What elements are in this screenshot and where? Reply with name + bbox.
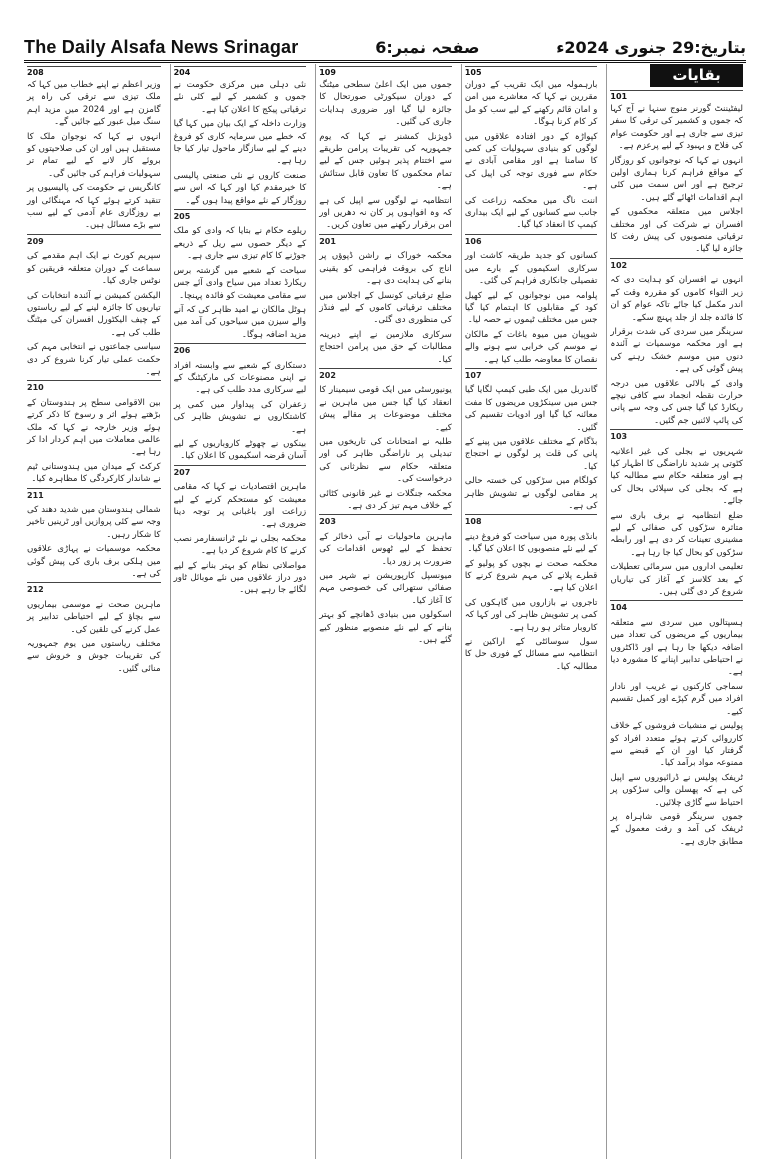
paragraph: سماجی کارکنوں نے غریب اور نادار افراد میں گرم کپڑے اور کمبل تقسیم کیے۔ — [610, 681, 743, 717]
story-number: 208 — [27, 66, 161, 77]
story-number: 201 — [319, 234, 452, 248]
paragraph: کپواڑہ کے دور افتادہ علاقوں میں لوگوں کو بنیادی سہولیات کی کمی کا سامنا ہے اور مقامی آبادی نے حکام سے فوری توجہ کی اپیل کی ہے۔ — [464, 131, 598, 192]
column-text — [319, 79, 452, 646]
paragraph: جموں میں ایک اعلیٰ سطحی میٹنگ کے دوران سیکورٹی صورتحال کا جائزہ لیا گیا اور ضروری ہدایات جاری کی گئیں۔ — [319, 80, 452, 128]
story-number: 107 — [465, 368, 598, 382]
story-number: 103 — [610, 429, 743, 443]
paragraph: طلبہ نے امتحانات کی تاریخوں میں تبدیلی پر ناراضگی ظاہر کی اور متعلقہ حکام سے نظرثانی کی درخواست کی۔ — [319, 436, 452, 485]
column-text — [27, 79, 161, 675]
paragraph: سول سوسائٹی کے اراکین نے انتظامیہ سے مسائل کے فوری حل کا مطالبہ کیا۔ — [464, 637, 598, 672]
masthead — [24, 34, 746, 63]
paragraph: بڈگام کے مختلف علاقوں میں پینے کے پانی کی قلت پر لوگوں نے احتجاج کیا۔ — [464, 436, 598, 472]
paragraph: مواصلاتی نظام کو بہتر بنانے کے لیے دور دراز علاقوں میں نئے موبائل ٹاور لگائے جا رہے ہیں۔ — [173, 560, 307, 596]
story-number: 109 — [319, 66, 452, 77]
paragraph: کانگریس نے حکومت کی پالیسیوں پر تنقید کرتے ہوئے کہا کہ مہنگائی اور بے روزگاری عام آدمی کے لیے سب سے بڑے مسائل ہیں۔ — [27, 183, 161, 231]
story-number: 101 — [610, 90, 743, 101]
paragraph: کسانوں کو جدید طریقہ کاشت اور سرکاری اسکیموں کے بارے میں تفصیلی جانکاری فراہم کی گئی۔ — [464, 251, 598, 287]
story-number: 204 — [174, 66, 307, 77]
paragraph: انہوں نے افسران کو ہدایت دی کہ زیر التواء کاموں کو مقررہ وقت کے اندر مکمل کیا جائے تاکہ عوام کو ان کا فائدہ جلد از جلد پہنچ سکے۔ — [610, 275, 743, 323]
paragraph: بارہمولہ میں ایک تقریب کے دوران مقررین نے کہا کہ معاشرے میں امن و امان قائم رکھنے کے لیے سب کو مل کر کام کرنا ہوگا۔ — [464, 80, 598, 128]
paragraph: تاجروں نے بازاروں میں گاہکوں کی کمی پر تشویش ظاہر کی اور کہا کہ کاروبار متاثر ہو رہا ہے۔ — [464, 597, 598, 633]
paragraph: کولگام میں سڑکوں کی خستہ حالی پر مقامی لوگوں نے تشویش ظاہر کی ہے۔ — [464, 476, 598, 511]
paragraph: اجلاس میں متعلقہ محکموں کے افسران نے شرکت کی اور مختلف ترقیاتی منصوبوں کی پیش رفت کا جائزہ لیا گیا۔ — [610, 207, 743, 255]
story-number: 210 — [27, 380, 161, 394]
story-number: 206 — [174, 343, 307, 357]
paragraph: وادی کے بالائی علاقوں میں درجہ حرارت نقطہ انجماد سے کافی نیچے ریکارڈ کیا گیا جس کی وجہ سے پانی کی پائپ لائنیں جم گئیں۔ — [610, 378, 743, 426]
story-number: 105 — [465, 66, 598, 77]
paragraph: ڈویژنل کمشنر نے کہا کہ یوم جمہوریہ کی تقریبات پرامن طریقے سے اختتام پذیر ہوئیں جس کے لیے تمام محکموں کا تعاون قابل ستائش ہے۔ — [319, 131, 452, 192]
column-3 — [315, 64, 455, 1159]
paragraph: شوپیان میں میوہ باغات کے مالکان نے موسم کی خرابی سے ہونے والے نقصان کا معاوضہ طلب کیا ہے۔ — [464, 329, 598, 365]
paragraph: وزیر اعظم نے اپنے خطاب میں کہا کہ ملک تیزی سے ترقی کی راہ پر گامزن ہے اور 2024 میں مزید اہم سنگ میل عبور کیے جائیں گے۔ — [27, 80, 161, 128]
story-number: 102 — [610, 258, 743, 272]
paragraph: شمالی ہندوستان میں شدید دھند کی وجہ سے کئی پروازیں اور ٹرینیں تاخیر کا شکار رہیں۔ — [27, 505, 161, 540]
paragraph: سیاحت کے شعبے میں گزشتہ برس ریکارڈ تعداد میں سیاح وادی آئے جس سے مقامی معیشت کو فائدہ پہنچا۔ — [173, 265, 307, 301]
paragraph: پولیس نے منشیات فروشوں کے خلاف کارروائی کرتے ہوئے متعدد افراد کو گرفتار کیا اور ان کے قبضے سے ممنوعہ مواد برآمد کیا۔ — [610, 721, 743, 769]
column-1 — [606, 64, 746, 1159]
story-number: 205 — [174, 209, 307, 223]
story-number: 209 — [27, 234, 161, 248]
paragraph: محکمہ موسمیات نے پہاڑی علاقوں میں ہلکی برف باری کی پیش گوئی کی ہے۔ — [27, 544, 161, 580]
paragraph: ضلع ترقیاتی کونسل کے اجلاس میں مختلف ترقیاتی کاموں کے لیے فنڈز کی منظوری دی گئی۔ — [319, 290, 452, 326]
story-number: 108 — [465, 514, 598, 528]
story-number: 203 — [319, 514, 452, 528]
story-number: 212 — [27, 582, 161, 596]
paragraph: ماہرین صحت نے موسمی بیماریوں سے بچاؤ کے لیے احتیاطی تدابیر پر عمل کرنے کی تلقین کی۔ — [27, 599, 161, 635]
paragraph: ہسپتالوں میں سردی سے متعلقہ بیماریوں کے مریضوں کی تعداد میں اضافہ دیکھا جا رہا ہے اور ڈاکٹروں نے احتیاطی تدابیر اپنانے کا مشورہ دیا ہے۔ — [610, 617, 743, 678]
column-text — [465, 79, 598, 673]
paragraph: سرینگر میں سردی کی شدت برقرار ہے اور محکمہ موسمیات نے آئندہ دنوں میں موسم خشک رہنے کی پیش گوئی کی ہے۔ — [610, 326, 743, 375]
paragraph: انہوں نے کہا کہ نوجوانوں کو روزگار کے مواقع فراہم کرنا ہماری اولین ترجیح ہے اور اس سمت میں کئی اہم اقدامات اٹھائے گئے ہیں۔ — [610, 155, 743, 203]
story-number: 104 — [610, 600, 743, 614]
paragraph: ضلع انتظامیہ نے برف باری سے متاثرہ سڑکوں کی صفائی کے لیے مشینری تعینات کر دی ہے اور رابطہ سڑکوں کو بحال کیا جا رہا ہے۔ — [610, 510, 743, 558]
paragraph: محکمہ جنگلات نے غیر قانونی کٹائی کے خلاف مہم تیز کر دی ہے۔ — [319, 488, 452, 511]
story-number: 106 — [465, 234, 598, 248]
paragraph: جموں سرینگر قومی شاہراہ پر ٹریفک کی آمد و رفت معمول کے مطابق جاری ہے۔ — [610, 811, 743, 847]
paragraph: بانڈی پورہ میں سیاحت کو فروغ دینے کے لیے نئے منصوبوں کا اعلان کیا گیا۔ — [464, 531, 598, 555]
paragraph: میونسپل کارپوریشن نے شہر میں صفائی ستھرائی کی خصوصی مہم کا آغاز کیا۔ — [319, 571, 452, 606]
paragraph: ماہرین ماحولیات نے آبی ذخائر کے تحفظ کے لیے ٹھوس اقدامات کی ضرورت پر زور دیا۔ — [319, 531, 452, 567]
story-number: 202 — [319, 368, 452, 382]
paragraph: وزارت داخلہ کے ایک بیان میں کہا گیا کہ خطے میں سرمایہ کاری کو فروغ دینے کے لیے سازگار ماحول تیار کیا جا رہا ہے۔ — [173, 119, 307, 167]
column-text — [610, 103, 743, 848]
paragraph: نئی دہلی میں مرکزی حکومت نے جموں و کشمیر کے لیے کئی نئے ترقیاتی پیکج کا اعلان کیا ہے۔ — [173, 80, 307, 115]
paper-name: The Daily Alsafa News Srinagar — [24, 36, 299, 57]
paragraph: ریلوے حکام نے بتایا کہ وادی کو ملک کے دیگر حصوں سے ریل کے ذریعے جوڑنے کا کام تیزی سے جاری ہے۔ — [173, 226, 307, 262]
page-number-label: صفحہ نمبر:6 — [375, 37, 480, 57]
paragraph: اننت ناگ میں محکمہ زراعت کی جانب سے کسانوں کے لیے ایک بیداری کیمپ کا انعقاد کیا گیا۔ — [464, 195, 598, 231]
story-number: 207 — [174, 465, 307, 479]
paragraph: سپریم کورٹ نے ایک اہم مقدمے کی سماعت کے دوران متعلقہ فریقین کو نوٹس جاری کیا۔ — [27, 251, 161, 287]
paragraph: انتظامیہ نے لوگوں سے اپیل کی ہے کہ وہ افواہوں پر کان نہ دھریں اور امن برقرار رکھنے میں تعاون کریں۔ — [319, 195, 452, 231]
column-2 — [461, 64, 601, 1159]
paragraph: محکمہ بجلی نے نئے ٹرانسفارمر نصب کرنے کا کام شروع کر دیا ہے۔ — [173, 533, 307, 557]
paragraph: دستکاری کے شعبے سے وابستہ افراد نے اپنی مصنوعات کی مارکیٹنگ کے لیے سرکاری مدد طلب کی ہے۔ — [173, 360, 307, 396]
paragraph: پلوامہ میں نوجوانوں کے لیے کھیل کود کے مقابلوں کا اہتمام کیا گیا جس میں مختلف ٹیموں نے حصہ لیا۔ — [464, 290, 598, 326]
paragraph: محکمہ صحت نے بچوں کو پولیو کے قطرے پلانے کی مہم شروع کرنے کا اعلان کیا ہے۔ — [464, 558, 598, 594]
paragraph: بین الاقوامی سطح پر ہندوستان کے بڑھتے ہوئے اثر و رسوخ کا ذکر کرتے ہوئے وزیر خارجہ نے کہا کہ ملک عالمی معاملات میں اہم کردار ادا کر رہا ہے۔ — [27, 397, 161, 458]
columns-container — [24, 64, 746, 1159]
column-5 — [24, 64, 164, 1159]
paragraph: ہوٹل مالکان نے امید ظاہر کی کہ آنے والے سیزن میں سیاحوں کی آمد میں مزید اضافہ ہوگا۔ — [173, 304, 307, 340]
paragraph: تعلیمی اداروں میں سرمائی تعطیلات کے بعد کلاسز کے آغاز کی تیاریاں شروع کر دی گئی ہیں۔ — [610, 562, 743, 598]
paragraph: اسکولوں میں بنیادی ڈھانچے کو بہتر بنانے کے لیے نئے منصوبے منظور کیے گئے ہیں۔ — [319, 610, 452, 646]
section-title-banner: بقایات — [650, 64, 743, 87]
paragraph: یونیورسٹی میں ایک قومی سیمینار کا انعقاد کیا گیا جس میں ماہرین نے مختلف موضوعات پر مقالے پیش کیے۔ — [319, 385, 452, 433]
column-4 — [170, 64, 310, 1159]
paragraph: صنعت کاروں نے نئی صنعتی پالیسی کا خیرمقدم کیا اور کہا کہ اس سے روزگار کے نئے مواقع پیدا ہوں گے۔ — [173, 170, 307, 206]
paragraph: سرکاری ملازمین نے اپنے دیرینہ مطالبات کے حق میں پرامن احتجاج کیا۔ — [319, 329, 452, 365]
paragraph: الیکشن کمیشن نے آئندہ انتخابات کی تیاریوں کا جائزہ لینے کے لیے ریاستوں کے چیف الیکٹورل افسران کی میٹنگ طلب کی ہے۔ — [27, 290, 161, 338]
paragraph: لیفٹیننٹ گورنر منوج سنہا نے آج کہا کہ جموں و کشمیر کی ترقی کا سفر تیزی سے جاری ہے اور حکومت عوام کی فلاح و بہبود کے لیے پرعزم ہے۔ — [610, 104, 743, 152]
paragraph: ماہرین اقتصادیات نے کہا کہ مقامی معیشت کو مستحکم کرنے کے لیے زراعت اور باغبانی پر توجہ دینا ضروری ہے۔ — [173, 482, 307, 530]
paragraph: شہریوں نے بجلی کی غیر اعلانیہ کٹوتی پر شدید ناراضگی کا اظہار کیا ہے اور متعلقہ حکام سے مطالبہ کیا ہے کہ بجلی کی سپلائی بحال کی جائے۔ — [610, 446, 743, 507]
paragraph: گاندربل میں ایک طبی کیمپ لگایا گیا جس میں سینکڑوں مریضوں کا مفت معائنہ کیا گیا اور ادویات تقسیم کی گئیں۔ — [464, 385, 598, 433]
paragraph: زعفران کی پیداوار میں کمی پر کاشتکاروں نے تشویش ظاہر کی ہے۔ — [173, 399, 307, 435]
paragraph: بینکوں نے چھوٹے کاروباریوں کے لیے آسان قرضہ اسکیموں کا اعلان کیا۔ — [173, 438, 307, 462]
paragraph: مختلف ریاستوں میں یوم جمہوریہ کی تقریبات جوش و خروش سے منائی گئیں۔ — [27, 639, 161, 674]
paragraph: انہوں نے کہا کہ نوجوان ملک کا مستقبل ہیں اور ان کی صلاحیتوں کو بروئے کار لانے کے لیے تمام تر سہولیات فراہم کی جائیں گی۔ — [27, 131, 161, 179]
paragraph: محکمہ خوراک نے راشن ڈپوؤں پر اناج کی بروقت فراہمی کو یقینی بنانے کی ہدایت دی ہے۔ — [319, 251, 452, 287]
column-text — [174, 79, 307, 597]
story-number: 211 — [27, 488, 161, 502]
paragraph: سیاسی جماعتوں نے انتخابی مہم کی حکمت عملی تیار کرنا شروع کر دی ہے۔ — [27, 342, 161, 377]
date-label: بتاریخ:29 جنوری 2024ء — [556, 37, 746, 57]
paragraph: ٹریفک پولیس نے ڈرائیوروں سے اپیل کی ہے کہ پھسلن والی سڑکوں پر احتیاط سے گاڑی چلائیں۔ — [610, 772, 743, 808]
paragraph: کرکٹ کے میدان میں ہندوستانی ٹیم نے شاندار کارکردگی کا مظاہرہ کیا۔ — [27, 461, 161, 485]
